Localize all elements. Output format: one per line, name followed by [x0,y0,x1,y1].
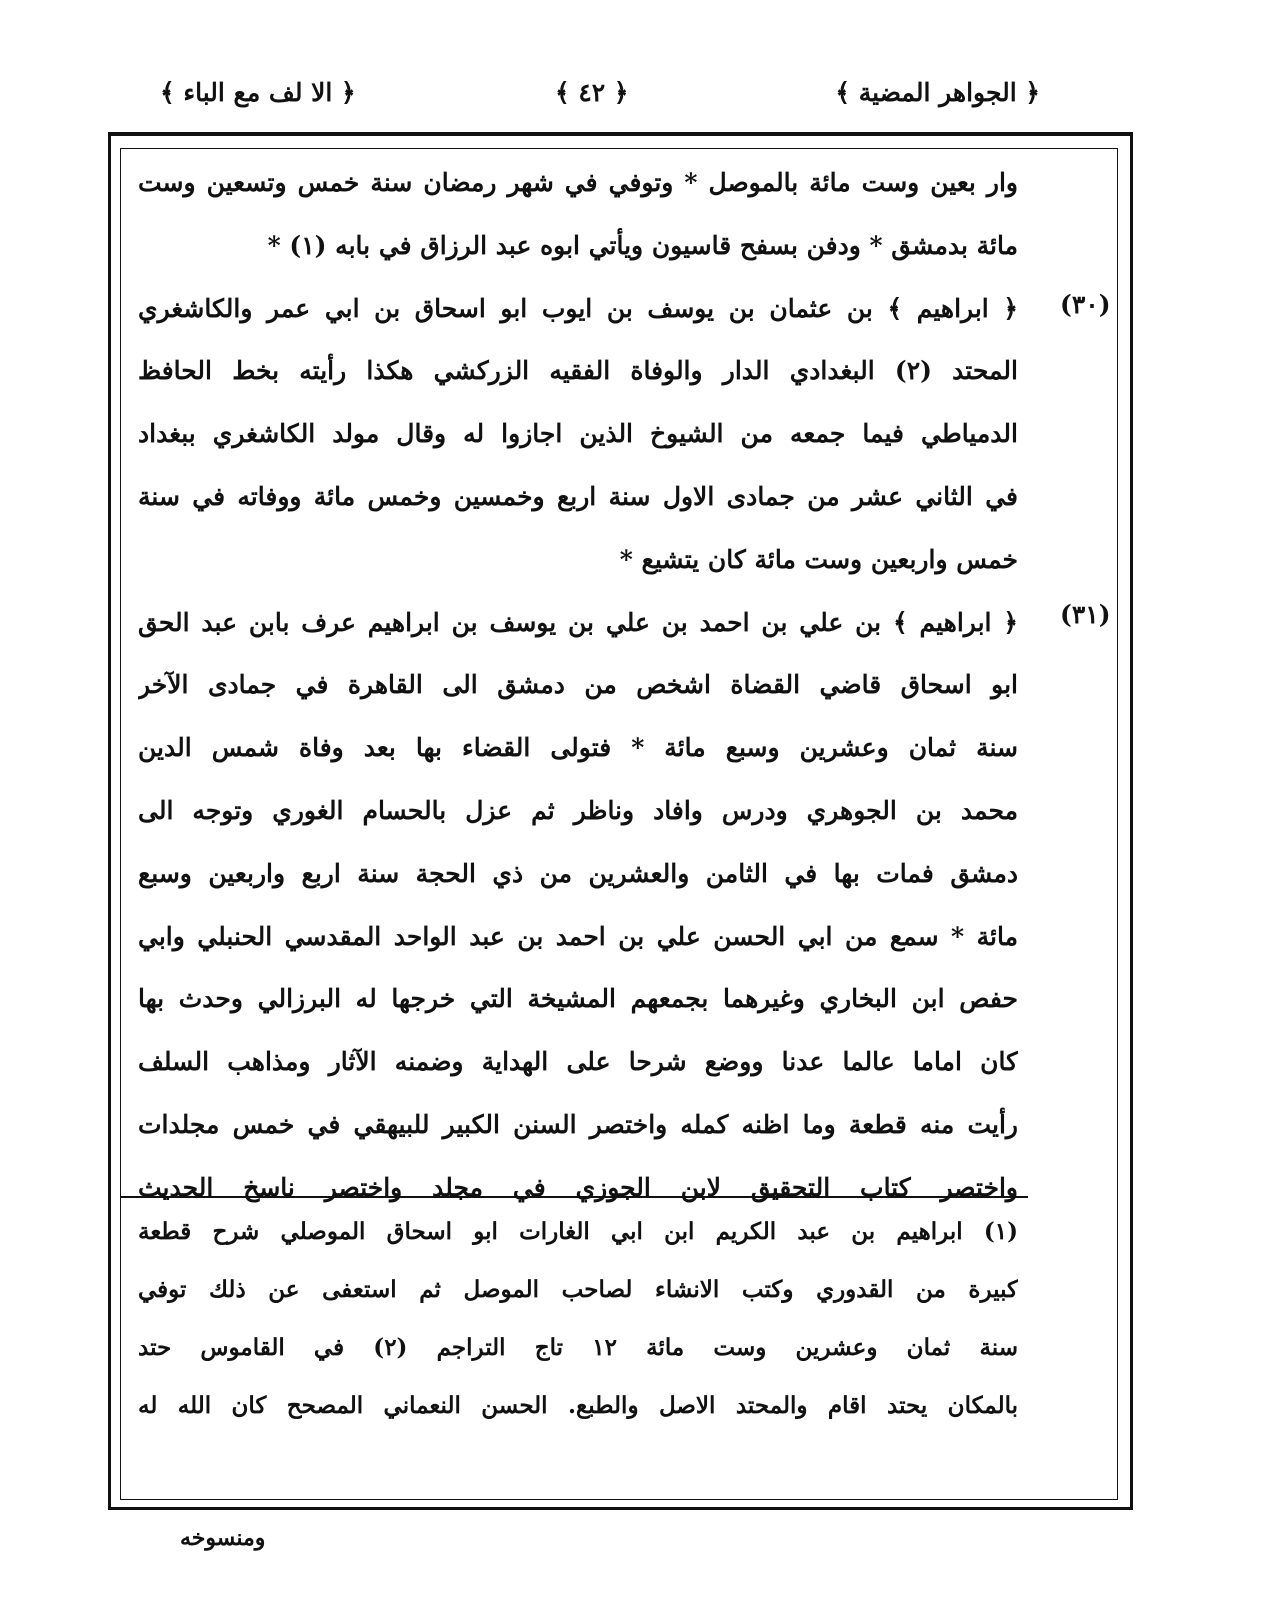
text-line: ﴿ ابراهيم ﴾ بن عثمان بن يوسف بن ايوب ابو اسحاق بن ابي عمر والكاشغري [138,293,1018,323]
book-title: ﴿ الجواهر المضية ﴾ [835,78,1040,107]
text-line: كان اماما عالما عدنا ووضع شرحا على الهداية وضمنه الآثار ومذاهب السلف [138,1047,1018,1077]
text-line: المحتد (٢) البغدادي الدار والوفاة الفقيه الزركشي هكذا رأيته بخط الحافظ [138,356,1018,386]
entry-number-30: (٣٠) [1060,290,1111,319]
footnote-line: كبيرة من القدوري وكتب الانشاء لصاحب الموصل ثم استعفى عن ذلك توفي [138,1276,1018,1303]
entry-number-31: (٣١) [1060,600,1111,629]
text-line: مائة * سمع من ابي الحسن علي بن احمد بن عبد الواحد المقدسي الحنبلي وابي [138,921,1018,951]
text-line: واختصر كتاب التحقيق لابن الجوزي في مجلد واختصر ناسخ الحديث [138,1172,1018,1202]
main-text [138,152,1018,1220]
text-line: سنة ثمان وعشرين وسبع مائة * فتولى القضاء بها بعد وفاة شمس الدين [138,733,1018,763]
footnote-line: (١) ابراهيم بن عبد الكريم ابن ابي الغارات ابو اسحاق الموصلي شرح قطعة [138,1218,1018,1245]
text-line: ﴿ ابراهيم ﴾ بن علي بن احمد بن علي بن يوسف بن ابراهيم عرف بابن عبد الحق [138,607,1018,637]
text-line: وار بعين وست مائة بالموصل * وتوفي في شهر رمضان سنة خمس وتسعين وست [138,168,1018,197]
footnotes [138,1203,1018,1435]
text-line: حفص ابن البخاري وغيرهما بجمعهم المشيخة التي خرجها له البرزالي وحدث بها [138,984,1018,1014]
text-line: خمس واربعين وست مائة كان يتشيع * [619,544,1018,574]
page-header [150,70,1040,130]
section-title: ﴿ الا لف مع الباء ﴾ [160,78,356,107]
text-line: دمشق فمات بها في الثامن والعشرين من ذي الحجة سنة اربع واربعين وسبع [138,858,1018,888]
text-line: محمد بن الجوهري ودرس وافاد وناظر ثم عزل بالحسام الغوري وتوجه الى [138,795,1018,825]
text-line: مائة بدمشق * ودفن بسفح قاسيون ويأتي ابوه عبد الرزاق في بابه (١) * [267,230,1018,260]
catchword: ومنسوخه [180,1525,266,1551]
text-line: الدمياطي فيما جمعه من الشيوخ الذين اجازوا له وقال مولد الكاشغري ببغداد [138,419,1018,449]
footnote-line: سنة ثمان وعشرين وست مائة ١٢ تاج التراجم (٢) في القاموس حتد [138,1334,1018,1361]
footnote-line: بالمكان يحتد اقام والمحتد الاصل والطبع. الحسن النعماني المصحح كان الله له [138,1392,1018,1419]
text-line: ابو اسحاق قاضي القضاة اشخص من دمشق الى القاهرة في جمادى الآخر [138,670,1018,700]
text-line: في الثاني عشر من جمادى الاول سنة اربع وخمسين وخمس مائة ووفاته في سنة [138,481,1018,511]
page-number: ﴿ ٤٢ ﴾ [555,78,629,107]
text-line: رأيت منه قطعة وما اظنه كمله واختصر السنن الكبير للبيهقي في خمس مجلدات [138,1109,1018,1139]
